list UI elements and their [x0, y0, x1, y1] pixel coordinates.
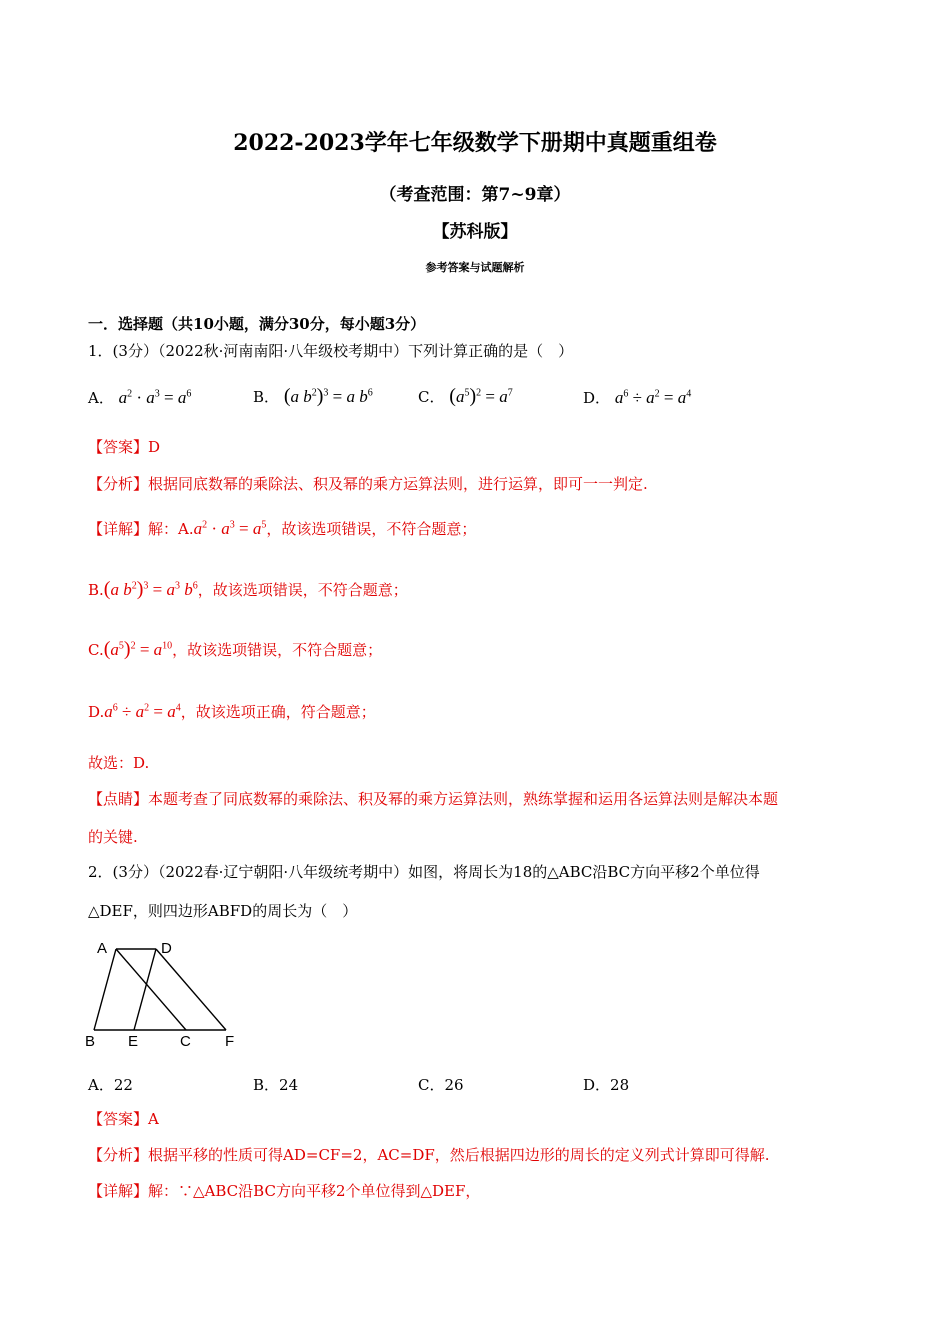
answer-key-subtitle: 参考答案与试题解析 [425, 261, 525, 274]
label-c: C [180, 1033, 191, 1050]
q2-option-a: A．22 [88, 1076, 133, 1094]
exam-scope: （考查范围：第7~9章） [379, 185, 571, 205]
q1-option-a: A． $a^2 \cdot a^3 = a^6$ [88, 388, 192, 407]
q1-answer: 【答案】D [88, 438, 161, 456]
q1-detail-d: $D.a^6 \div a^2 = a^4$，故该选项正确，符合题意； [88, 702, 376, 721]
q2-option-b: B．24 [253, 1076, 299, 1094]
q2-answer: 【答案】A [88, 1110, 159, 1128]
q1-option-d: D． $a^6 \div a^2 = a^4$ [583, 388, 692, 407]
segment-ac [116, 949, 186, 1030]
q2-option-c: C．26 [418, 1076, 464, 1094]
q2-analysis: 【分析】根据平移的性质可得AD=CF=2，AC=DF，然后根据四边形的周长的定义列式计算即可得解. [88, 1146, 770, 1164]
q1-detail-c: $C.(a^5)^2 = a^{10}$，故该选项错误，不符合题意； [88, 638, 383, 660]
q1-analysis: 【分析】根据同底数幂的乘除法、积及幂的乘方运算法则，进行运算，即可一一判定. [88, 475, 648, 493]
segment-de [134, 949, 156, 1030]
q2-option-d: D．28 [583, 1076, 630, 1094]
q1-comment-line2: 的关键. [88, 828, 138, 846]
section-heading: 一．选择题（共10小题，满分30分，每小题3分） [88, 315, 426, 333]
question-2-stem-line1: 2．(3分）（2022春·辽宁朝阳·八年级统考期中）如图，将周长为18的△ABC沿BC方向平移2个单位得 [88, 863, 760, 881]
segment-ab [94, 949, 116, 1030]
q1-detail-a: 【详解】解：$A.a^2 \cdot a^3 = a^5$，故该选项错误，不符合题意； [88, 519, 477, 538]
question-1-stem: 1．(3分）（2022秋·河南南阳·八年级校考期中）下列计算正确的是（ ） [88, 342, 574, 360]
q1-detail-b: B.(a $b^2)^3 = a^3$ $b^6$，故该选项错误，不符合题意； [88, 578, 408, 600]
translation-figure [80, 936, 250, 1056]
q1-comment-line1: 【点睛】本题考查了同底数幂的乘除法、积及幂的乘方运算法则，熟练掌握和运用各运算法则是解决本题 [88, 790, 779, 808]
label-f: F [225, 1033, 235, 1050]
q1-conclusion: 故选：D. [88, 754, 150, 772]
document-title: 2022-2023学年七年级数学下册期中真题重组卷 [233, 130, 717, 156]
label-a: A [97, 940, 108, 957]
question-2-stem-line2: △DEF，则四边形ABFD的周长为（ ） [88, 902, 358, 920]
q1-option-c: C． $(a^5)^2 = a^7$ [418, 385, 513, 407]
label-e: E [128, 1033, 139, 1050]
edition-label: 【苏科版】 [432, 222, 518, 242]
label-b: B [85, 1033, 96, 1050]
label-d: D [161, 940, 172, 957]
q2-detail: 【详解】解：∵△ABC沿BC方向平移2个单位得到△DEF， [88, 1182, 481, 1200]
segment-df [156, 949, 226, 1030]
q1-option-b: B． (a $b^2)^3 = a$ $b^6$ [253, 385, 373, 407]
